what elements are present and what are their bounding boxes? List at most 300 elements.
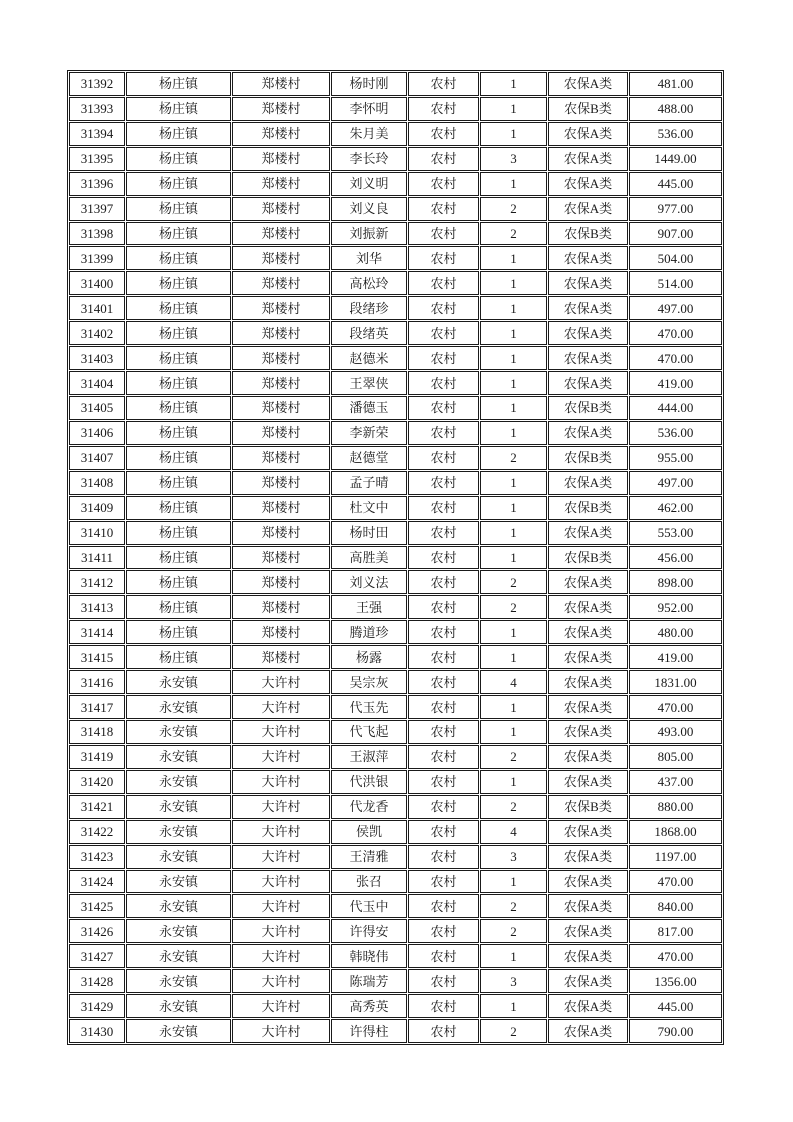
table-row [69,197,722,221]
cell-residence-type: 农村 [408,496,479,520]
table-row [69,421,722,445]
cell-record-id: 31415 [69,645,125,669]
cell-person-name: 刘振新 [331,222,407,246]
cell-town: 杨庄镇 [126,595,231,619]
cell-person-count: 2 [480,222,547,246]
cell-residence-type: 农村 [408,670,479,694]
cell-town: 杨庄镇 [126,72,231,96]
table-row [69,346,722,370]
cell-person-count: 1 [480,720,547,744]
cell-town: 杨庄镇 [126,570,231,594]
cell-person-count: 2 [480,795,547,819]
table-row [69,944,722,968]
cell-village: 大许村 [232,720,330,744]
cell-residence-type: 农村 [408,570,479,594]
cell-insurance-category: 农保A类 [548,994,628,1018]
cell-village: 郑楼村 [232,546,330,570]
pension-record-table [67,70,724,1045]
cell-person-name: 许得安 [331,919,407,943]
cell-person-count: 1 [480,870,547,894]
cell-town: 杨庄镇 [126,546,231,570]
cell-person-name: 段绪英 [331,321,407,345]
cell-amount: 470.00 [629,944,722,968]
cell-amount: 488.00 [629,97,722,121]
cell-residence-type: 农村 [408,421,479,445]
cell-residence-type: 农村 [408,870,479,894]
cell-record-id: 31410 [69,521,125,545]
cell-amount: 419.00 [629,645,722,669]
cell-person-count: 1 [480,246,547,270]
cell-village: 大许村 [232,894,330,918]
cell-person-name: 王强 [331,595,407,619]
cell-person-count: 2 [480,745,547,769]
cell-town: 永安镇 [126,695,231,719]
cell-record-id: 31407 [69,446,125,470]
cell-insurance-category: 农保A类 [548,371,628,395]
cell-person-name: 王翠侠 [331,371,407,395]
cell-residence-type: 农村 [408,969,479,993]
cell-person-count: 1 [480,122,547,146]
cell-insurance-category: 农保A类 [548,172,628,196]
cell-amount: 497.00 [629,296,722,320]
cell-village: 郑楼村 [232,595,330,619]
cell-village: 郑楼村 [232,172,330,196]
cell-record-id: 31430 [69,1019,125,1043]
cell-residence-type: 农村 [408,471,479,495]
cell-amount: 817.00 [629,919,722,943]
cell-insurance-category: 农保A类 [548,820,628,844]
cell-record-id: 31408 [69,471,125,495]
cell-insurance-category: 农保A类 [548,919,628,943]
cell-person-name: 张召 [331,870,407,894]
cell-village: 大许村 [232,745,330,769]
cell-village: 大许村 [232,1019,330,1043]
cell-record-id: 31411 [69,546,125,570]
cell-village: 郑楼村 [232,496,330,520]
cell-record-id: 31428 [69,969,125,993]
cell-person-count: 2 [480,446,547,470]
cell-person-count: 2 [480,894,547,918]
cell-town: 永安镇 [126,670,231,694]
cell-residence-type: 农村 [408,172,479,196]
cell-residence-type: 农村 [408,321,479,345]
cell-person-name: 韩晓伟 [331,944,407,968]
cell-residence-type: 农村 [408,222,479,246]
cell-person-name: 刘义良 [331,197,407,221]
cell-residence-type: 农村 [408,894,479,918]
cell-insurance-category: 农保A类 [548,346,628,370]
cell-village: 郑楼村 [232,147,330,171]
cell-amount: 880.00 [629,795,722,819]
cell-amount: 553.00 [629,521,722,545]
cell-insurance-category: 农保A类 [548,1019,628,1043]
cell-amount: 805.00 [629,745,722,769]
table-row [69,296,722,320]
cell-insurance-category: 农保A类 [548,421,628,445]
cell-village: 大许村 [232,695,330,719]
cell-person-count: 1 [480,471,547,495]
table-row [69,645,722,669]
cell-person-name: 代飞起 [331,720,407,744]
cell-residence-type: 农村 [408,271,479,295]
cell-record-id: 31393 [69,97,125,121]
cell-person-name: 王淑萍 [331,745,407,769]
cell-person-name: 许得柱 [331,1019,407,1043]
cell-person-name: 刘义明 [331,172,407,196]
cell-amount: 840.00 [629,894,722,918]
cell-residence-type: 农村 [408,197,479,221]
cell-insurance-category: 农保A类 [548,620,628,644]
table-row [69,72,722,96]
cell-town: 杨庄镇 [126,371,231,395]
cell-village: 大许村 [232,770,330,794]
cell-amount: 419.00 [629,371,722,395]
cell-insurance-category: 农保A类 [548,969,628,993]
cell-insurance-category: 农保A类 [548,296,628,320]
table-row [69,471,722,495]
cell-person-count: 1 [480,346,547,370]
cell-residence-type: 农村 [408,595,479,619]
cell-person-count: 1 [480,371,547,395]
cell-record-id: 31412 [69,570,125,594]
cell-residence-type: 农村 [408,521,479,545]
cell-residence-type: 农村 [408,446,479,470]
cell-village: 大许村 [232,795,330,819]
table-body [69,72,722,1043]
cell-town: 永安镇 [126,994,231,1018]
cell-person-name: 代洪银 [331,770,407,794]
cell-record-id: 31413 [69,595,125,619]
cell-residence-type: 农村 [408,1019,479,1043]
cell-residence-type: 农村 [408,745,479,769]
cell-town: 永安镇 [126,770,231,794]
cell-person-name: 赵德堂 [331,446,407,470]
cell-town: 杨庄镇 [126,172,231,196]
cell-town: 杨庄镇 [126,521,231,545]
cell-insurance-category: 农保B类 [548,396,628,420]
cell-village: 大许村 [232,870,330,894]
cell-amount: 493.00 [629,720,722,744]
cell-residence-type: 农村 [408,695,479,719]
cell-person-count: 1 [480,645,547,669]
cell-person-count: 1 [480,97,547,121]
cell-insurance-category: 农保A类 [548,271,628,295]
cell-person-name: 杨时刚 [331,72,407,96]
cell-record-id: 31416 [69,670,125,694]
cell-person-count: 1 [480,994,547,1018]
cell-person-name: 高胜美 [331,546,407,570]
cell-person-count: 1 [480,396,547,420]
cell-insurance-category: 农保A类 [548,770,628,794]
table-row [69,546,722,570]
cell-residence-type: 农村 [408,296,479,320]
cell-town: 杨庄镇 [126,396,231,420]
cell-record-id: 31424 [69,870,125,894]
cell-person-count: 1 [480,521,547,545]
cell-person-name: 侯凯 [331,820,407,844]
cell-person-name: 李长玲 [331,147,407,171]
cell-town: 永安镇 [126,1019,231,1043]
cell-person-count: 4 [480,820,547,844]
cell-amount: 1831.00 [629,670,722,694]
cell-person-count: 3 [480,147,547,171]
table-row [69,97,722,121]
cell-person-name: 李新荣 [331,421,407,445]
cell-person-count: 1 [480,546,547,570]
table-row [69,371,722,395]
cell-village: 大许村 [232,820,330,844]
cell-residence-type: 农村 [408,396,479,420]
table-row [69,720,722,744]
cell-record-id: 31396 [69,172,125,196]
cell-person-name: 陈瑞芳 [331,969,407,993]
cell-residence-type: 农村 [408,246,479,270]
table-row [69,969,722,993]
cell-amount: 497.00 [629,471,722,495]
cell-town: 杨庄镇 [126,421,231,445]
cell-amount: 514.00 [629,271,722,295]
cell-village: 郑楼村 [232,371,330,395]
cell-insurance-category: 农保A类 [548,521,628,545]
cell-person-name: 代玉先 [331,695,407,719]
cell-person-count: 1 [480,321,547,345]
cell-record-id: 31414 [69,620,125,644]
cell-village: 郑楼村 [232,122,330,146]
cell-person-count: 1 [480,620,547,644]
cell-record-id: 31402 [69,321,125,345]
cell-town: 杨庄镇 [126,471,231,495]
table-row [69,820,722,844]
cell-amount: 1356.00 [629,969,722,993]
cell-person-name: 吴宗灰 [331,670,407,694]
cell-town: 杨庄镇 [126,271,231,295]
cell-person-name: 杜文中 [331,496,407,520]
cell-amount: 504.00 [629,246,722,270]
cell-town: 永安镇 [126,745,231,769]
table-row [69,570,722,594]
cell-insurance-category: 农保A类 [548,147,628,171]
cell-village: 郑楼村 [232,346,330,370]
cell-village: 郑楼村 [232,222,330,246]
cell-town: 杨庄镇 [126,321,231,345]
cell-person-name: 段绪珍 [331,296,407,320]
cell-amount: 470.00 [629,346,722,370]
cell-person-name: 朱月美 [331,122,407,146]
cell-record-id: 31429 [69,994,125,1018]
cell-record-id: 31417 [69,695,125,719]
cell-residence-type: 农村 [408,620,479,644]
cell-residence-type: 农村 [408,122,479,146]
cell-person-name: 代龙香 [331,795,407,819]
cell-insurance-category: 农保A类 [548,944,628,968]
table-row [69,770,722,794]
cell-insurance-category: 农保A类 [548,695,628,719]
cell-record-id: 31400 [69,271,125,295]
cell-town: 杨庄镇 [126,122,231,146]
table-row [69,994,722,1018]
cell-residence-type: 农村 [408,147,479,171]
cell-person-name: 腾道珍 [331,620,407,644]
table-row [69,172,722,196]
cell-amount: 977.00 [629,197,722,221]
cell-record-id: 31399 [69,246,125,270]
cell-insurance-category: 农保B类 [548,222,628,246]
cell-amount: 790.00 [629,1019,722,1043]
table-row [69,222,722,246]
cell-insurance-category: 农保A类 [548,321,628,345]
cell-insurance-category: 农保B类 [548,496,628,520]
cell-village: 大许村 [232,670,330,694]
cell-village: 郑楼村 [232,421,330,445]
table-row [69,745,722,769]
cell-amount: 444.00 [629,396,722,420]
cell-amount: 445.00 [629,994,722,1018]
cell-person-name: 刘华 [331,246,407,270]
cell-village: 大许村 [232,845,330,869]
cell-amount: 1449.00 [629,147,722,171]
cell-person-name: 代玉中 [331,894,407,918]
cell-town: 永安镇 [126,969,231,993]
cell-record-id: 31397 [69,197,125,221]
cell-person-count: 2 [480,919,547,943]
cell-residence-type: 农村 [408,97,479,121]
table-row [69,446,722,470]
cell-insurance-category: 农保A类 [548,720,628,744]
cell-person-count: 2 [480,197,547,221]
cell-insurance-category: 农保A类 [548,197,628,221]
cell-town: 杨庄镇 [126,296,231,320]
cell-amount: 952.00 [629,595,722,619]
cell-residence-type: 农村 [408,845,479,869]
cell-town: 杨庄镇 [126,147,231,171]
cell-insurance-category: 农保A类 [548,670,628,694]
cell-town: 杨庄镇 [126,645,231,669]
cell-record-id: 31404 [69,371,125,395]
cell-record-id: 31392 [69,72,125,96]
cell-person-name: 潘德玉 [331,396,407,420]
cell-record-id: 31426 [69,919,125,943]
cell-village: 大许村 [232,994,330,1018]
cell-amount: 955.00 [629,446,722,470]
cell-insurance-category: 农保A类 [548,72,628,96]
cell-insurance-category: 农保A类 [548,645,628,669]
cell-town: 杨庄镇 [126,346,231,370]
cell-insurance-category: 农保B类 [548,97,628,121]
cell-village: 郑楼村 [232,396,330,420]
cell-person-name: 赵德米 [331,346,407,370]
cell-town: 永安镇 [126,944,231,968]
cell-insurance-category: 农保A类 [548,570,628,594]
cell-amount: 470.00 [629,870,722,894]
table-row [69,595,722,619]
cell-insurance-category: 农保B类 [548,546,628,570]
cell-person-name: 高松玲 [331,271,407,295]
cell-person-count: 1 [480,770,547,794]
cell-town: 杨庄镇 [126,97,231,121]
table-row [69,496,722,520]
cell-person-count: 2 [480,570,547,594]
cell-residence-type: 农村 [408,994,479,1018]
cell-town: 永安镇 [126,870,231,894]
cell-town: 杨庄镇 [126,222,231,246]
cell-village: 郑楼村 [232,321,330,345]
cell-village: 郑楼村 [232,72,330,96]
cell-amount: 480.00 [629,620,722,644]
table-row [69,670,722,694]
table-row [69,271,722,295]
table-row [69,122,722,146]
cell-village: 郑楼村 [232,645,330,669]
cell-person-count: 1 [480,271,547,295]
cell-person-count: 2 [480,595,547,619]
cell-town: 永安镇 [126,845,231,869]
cell-village: 大许村 [232,944,330,968]
table-row [69,620,722,644]
cell-residence-type: 农村 [408,770,479,794]
cell-village: 郑楼村 [232,197,330,221]
cell-record-id: 31418 [69,720,125,744]
cell-record-id: 31425 [69,894,125,918]
cell-residence-type: 农村 [408,795,479,819]
cell-person-name: 杨露 [331,645,407,669]
cell-record-id: 31420 [69,770,125,794]
cell-insurance-category: 农保A类 [548,745,628,769]
cell-insurance-category: 农保A类 [548,845,628,869]
cell-residence-type: 农村 [408,371,479,395]
cell-person-name: 杨时田 [331,521,407,545]
cell-amount: 456.00 [629,546,722,570]
cell-insurance-category: 农保B类 [548,446,628,470]
cell-town: 永安镇 [126,720,231,744]
cell-record-id: 31398 [69,222,125,246]
cell-record-id: 31406 [69,421,125,445]
cell-person-name: 孟子晴 [331,471,407,495]
cell-town: 杨庄镇 [126,620,231,644]
cell-record-id: 31427 [69,944,125,968]
cell-village: 郑楼村 [232,521,330,545]
cell-record-id: 31401 [69,296,125,320]
cell-person-count: 1 [480,72,547,96]
cell-village: 郑楼村 [232,246,330,270]
cell-person-count: 1 [480,296,547,320]
cell-village: 大许村 [232,969,330,993]
cell-residence-type: 农村 [408,346,479,370]
table-row [69,870,722,894]
cell-residence-type: 农村 [408,919,479,943]
cell-village: 郑楼村 [232,446,330,470]
cell-town: 永安镇 [126,795,231,819]
cell-residence-type: 农村 [408,72,479,96]
cell-record-id: 31395 [69,147,125,171]
table-row [69,894,722,918]
cell-village: 郑楼村 [232,97,330,121]
cell-record-id: 31422 [69,820,125,844]
cell-insurance-category: 农保A类 [548,595,628,619]
cell-amount: 907.00 [629,222,722,246]
cell-village: 大许村 [232,919,330,943]
cell-insurance-category: 农保A类 [548,870,628,894]
cell-person-count: 3 [480,845,547,869]
cell-town: 杨庄镇 [126,446,231,470]
table-row [69,845,722,869]
cell-insurance-category: 农保A类 [548,246,628,270]
cell-amount: 1197.00 [629,845,722,869]
table-row [69,147,722,171]
cell-village: 郑楼村 [232,570,330,594]
table-row [69,919,722,943]
cell-record-id: 31419 [69,745,125,769]
cell-village: 郑楼村 [232,271,330,295]
